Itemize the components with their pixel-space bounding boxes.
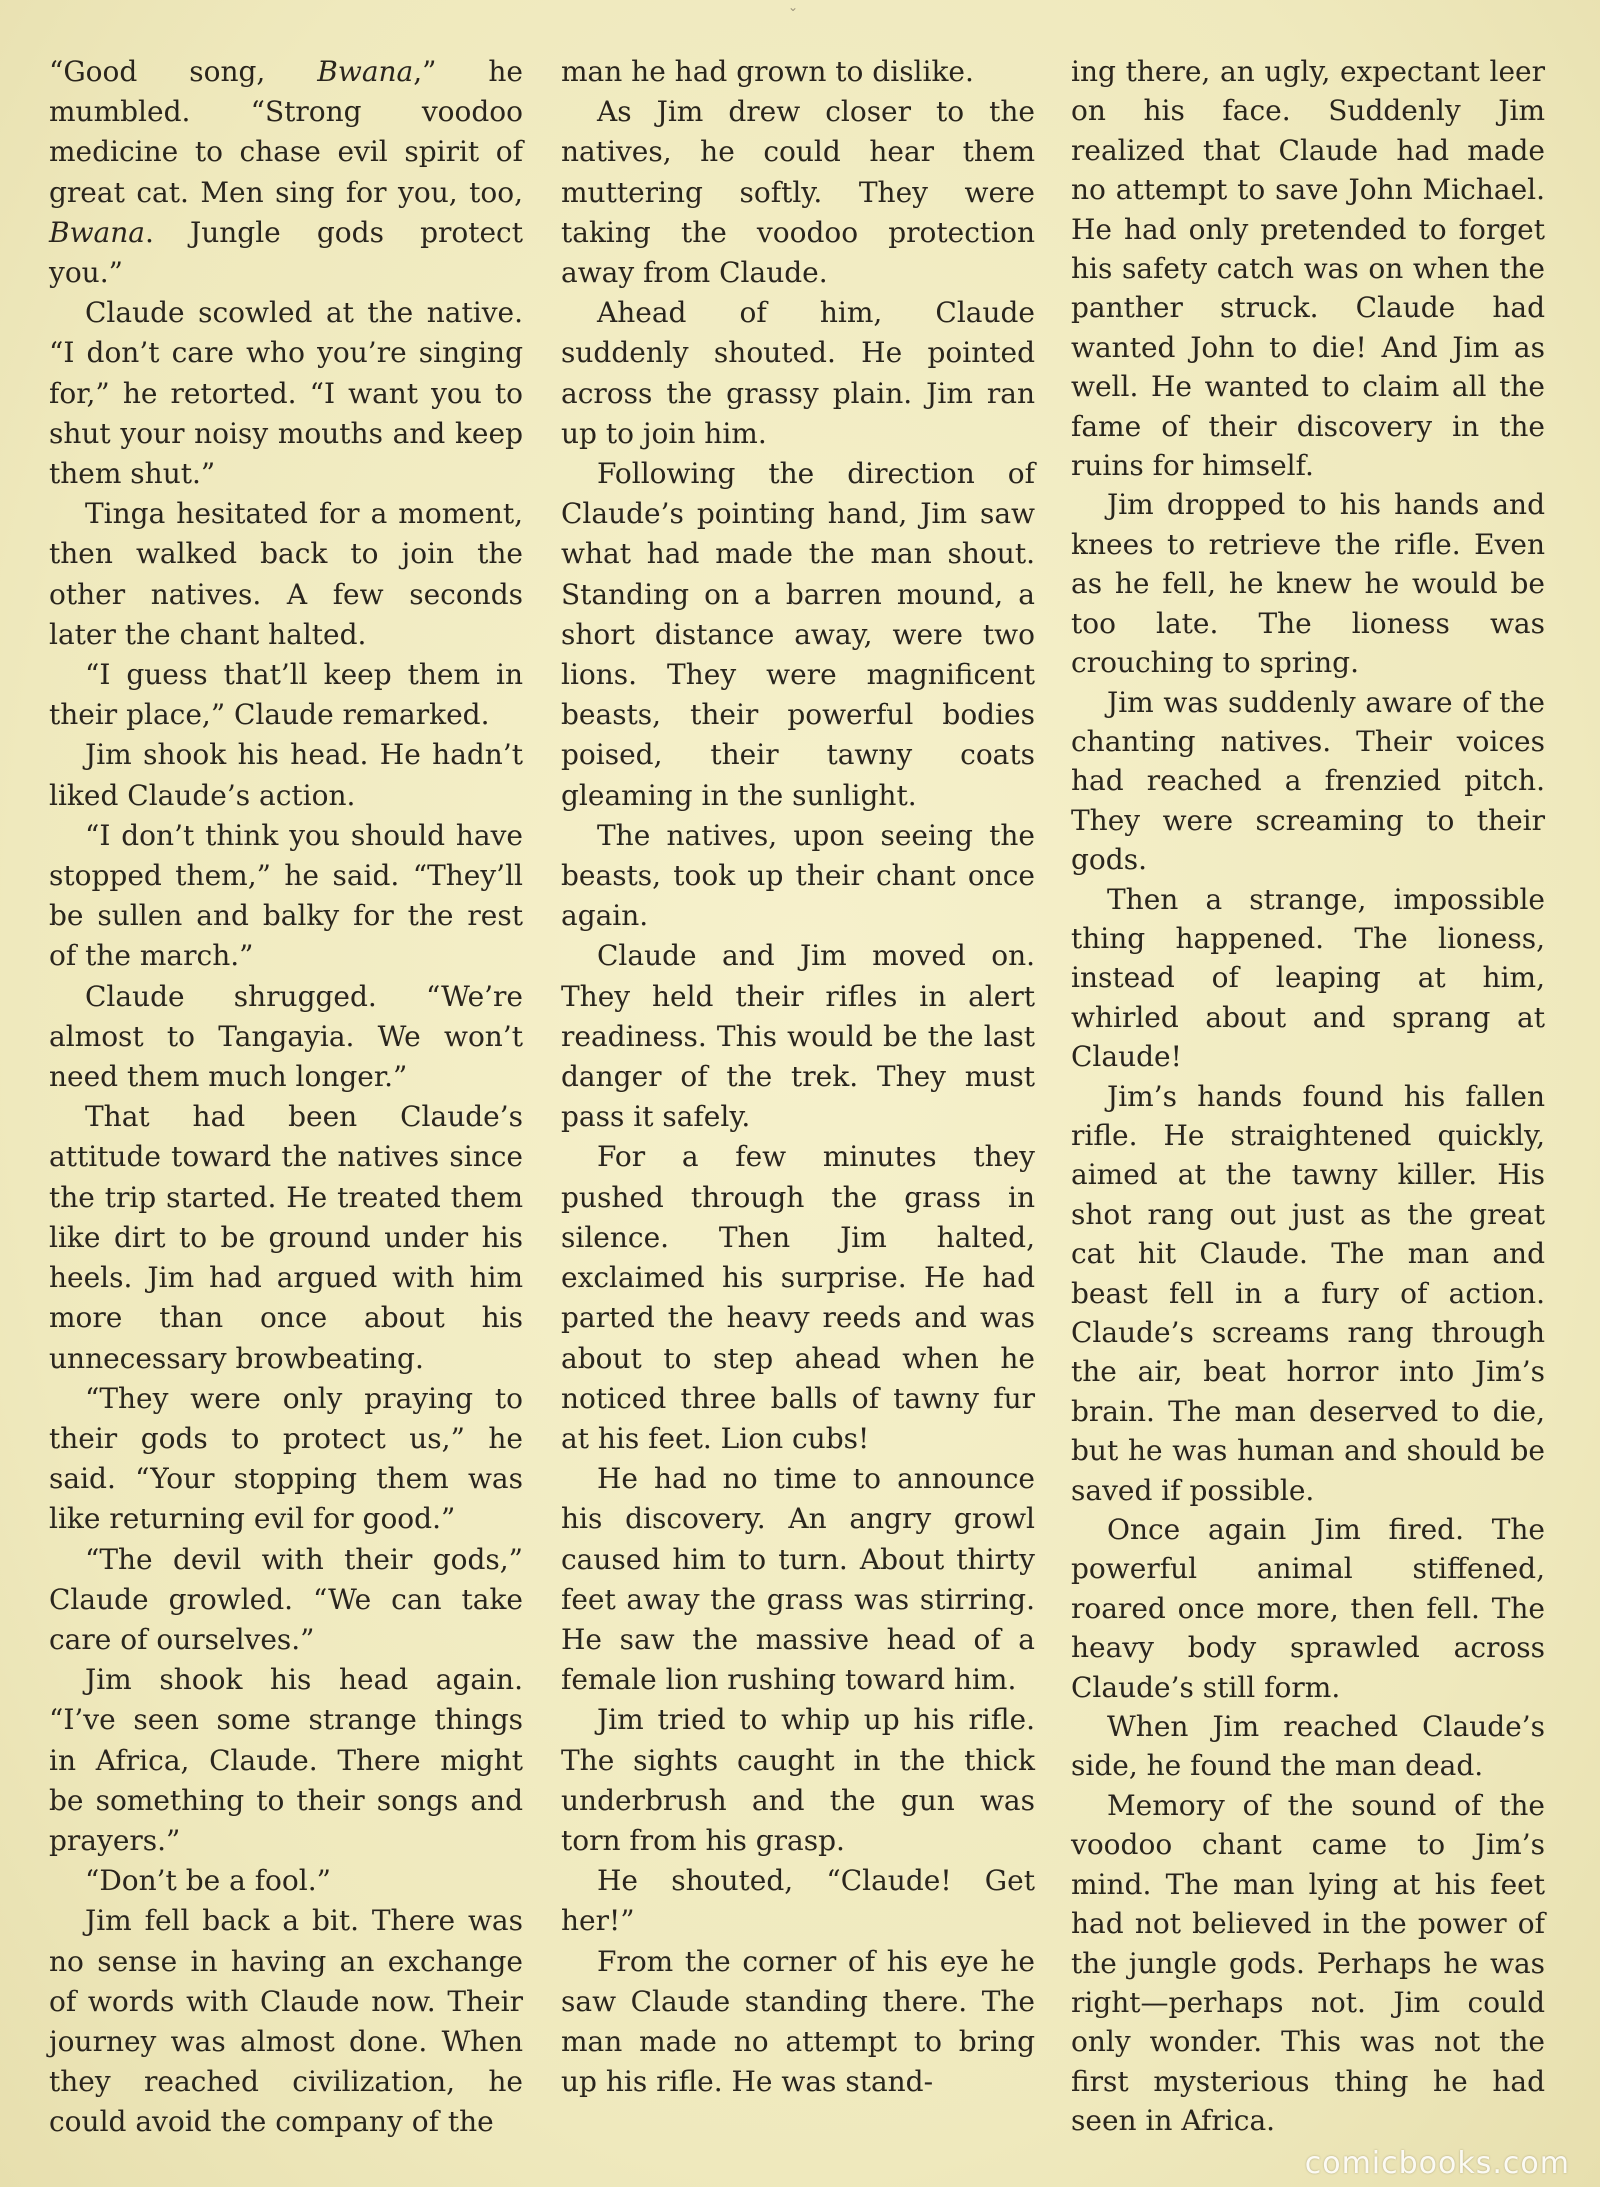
paragraph: Memory of the sound of the voodoo chant came to Jim’s mind. The man lying at his feet had not believed in the power of the jungle gods. Perhaps he was right—perhaps not. Jim could only wonder. This was not the first mysterious thing he had seen in Africa. bbox=[1071, 1788, 1545, 2138]
paragraph: That had been Claude’s attitude toward the natives since the trip started. He treated them like dirt to be ground under his heels. Jim had argued with him more than once about his unnecessary browbeating. bbox=[49, 1100, 523, 1375]
paragraph: Jim shook his head. He hadn’t liked Claude’s action. bbox=[49, 738, 523, 812]
paragraph: The natives, upon seeing the beasts, took up their chant once again. bbox=[561, 818, 1035, 933]
paragraph: “They were only praying to their gods to protect us,” he said. “Your stopping them was like returning evil for good.” bbox=[49, 1381, 523, 1536]
text-column-2 bbox=[561, 52, 1035, 2102]
paragraph: Jim fell back a bit. There was no sense in having an exchange of words with Claude now. Their journey was almost done. When they reached civilization, he could avoid the company of the bbox=[49, 1904, 523, 2139]
paragraph: ing there, an ugly, expectant leer on his face. Suddenly Jim realized that Claude had made no attempt to save John Michael. He had only pretended to forget his safety catch was on when the panther struck. Claude had wanted John to die! And Jim as well. He wanted to claim all the fame of their discovery in the ruins for himself. bbox=[1071, 55, 1545, 483]
fold-mark: ⌄ bbox=[788, 0, 799, 14]
paragraph: Jim’s hands found his fallen rifle. He straightened quickly, aimed at the tawny killer. His shot rang out just as the great cat hit Claude. The man and beast fell in a fury of action. Claude’s screams rang through the air, beat horror into Jim’s brain. The man deserved to die, but he was human and should be saved if possible. bbox=[1071, 1079, 1545, 1507]
paragraph: Jim shook his head again. “I’ve seen some strange things in Africa, Claude. There might be something to their songs and prayers.” bbox=[49, 1663, 523, 1857]
paragraph: As Jim drew closer to the natives, he could hear them muttering softly. They were taking the voodoo protection away from Claude. bbox=[561, 95, 1035, 290]
paragraph: “I don’t think you should have stopped them,” he said. “They’ll be sullen and balky for the rest of the march.” bbox=[49, 818, 523, 973]
paragraph: Claude scowled at the native. “I don’t care who you’re singing for,” he retorted. “I want you to shut your noisy mouths and keep them shut.” bbox=[49, 296, 523, 491]
paragraph: “I guess that’ll keep them in their place,” Claude remarked. bbox=[49, 658, 523, 732]
text-column-1 bbox=[49, 52, 523, 2143]
paragraph: Then a strange, impossible thing happened. The lioness, instead of leaping at him, whirled about and sprang at Claude! bbox=[1071, 882, 1545, 1074]
paragraph: Jim tried to whip up his rifle. The sights caught in the thick underbrush and the gun was torn from his grasp. bbox=[561, 1703, 1035, 1857]
text-column-3 bbox=[1071, 52, 1545, 2141]
paragraph: When Jim reached Claude’s side, he found the man dead. bbox=[1071, 1710, 1545, 1783]
paragraph: Jim was suddenly aware of the chanting natives. Their voices had reached a frenzied pitch. They were screaming to their gods. bbox=[1071, 685, 1545, 877]
paragraph: “Don’t be a fool.” bbox=[85, 1864, 331, 1898]
paragraph: Claude shrugged. “We’re almost to Tangayia. We won’t need them much longer.” bbox=[49, 979, 523, 1094]
paragraph: For a few minutes they pushed through the grass in silence. Then Jim halted, exclaimed his surprise. He had parted the heavy reeds and was about to step ahead when he noticed three balls of tawny fur at his feet. Lion cubs! bbox=[561, 1140, 1035, 1455]
paragraph: Jim dropped to his hands and knees to retrieve the rifle. Even as he fell, he knew he would be too late. The lioness was crouching to spring. bbox=[1071, 488, 1545, 680]
paragraph: From the corner of his eye he saw Claude standing there. The man made no attempt to bring up his rifle. He was stand- bbox=[561, 1944, 1035, 2099]
paragraph: man he had grown to dislike. bbox=[561, 55, 974, 88]
paragraph: Once again Jim fired. The powerful animal stiffened, roared once more, then fell. The heavy body sprawled across Claude’s still form. bbox=[1071, 1513, 1545, 1704]
paragraph: He shouted, “Claude! Get her!” bbox=[561, 1864, 1035, 1938]
paragraph: “The devil with their gods,” Claude growled. “We can take care of ourselves.” bbox=[49, 1542, 523, 1656]
paragraph: Ahead of him, Claude suddenly shouted. He pointed across the grassy plain. Jim ran up to join him. bbox=[561, 296, 1035, 450]
paragraph: Claude and Jim moved on. They held their rifles in alert readiness. This would be the last danger of the trek. They must pass it safely. bbox=[561, 939, 1035, 1134]
paragraph: “Good song, Bwana,” he mumbled. “Strong voodoo medicine to chase evil spirit of great cat. Men sing for you, too, Bwana. Jungle gods protect you.” bbox=[49, 55, 523, 290]
site-watermark: comicbooks.com bbox=[1304, 2146, 1570, 2181]
paragraph: Tinga hesitated for a moment, then walked back to join the other natives. A few seconds later the chant halted. bbox=[49, 497, 523, 651]
paragraph: Following the direction of Claude’s pointing hand, Jim saw what had made the man shout. Standing on a barren mound, a short distance away, were two lions. They were magnificent beasts, their powerful bodies poised, their tawny coats gleaming in the sunlight. bbox=[561, 457, 1035, 812]
paragraph: He had no time to announce his discovery. An angry growl caused him to turn. About thirty feet away the grass was stirring. He saw the massive head of a female lion rushing toward him. bbox=[561, 1462, 1035, 1697]
